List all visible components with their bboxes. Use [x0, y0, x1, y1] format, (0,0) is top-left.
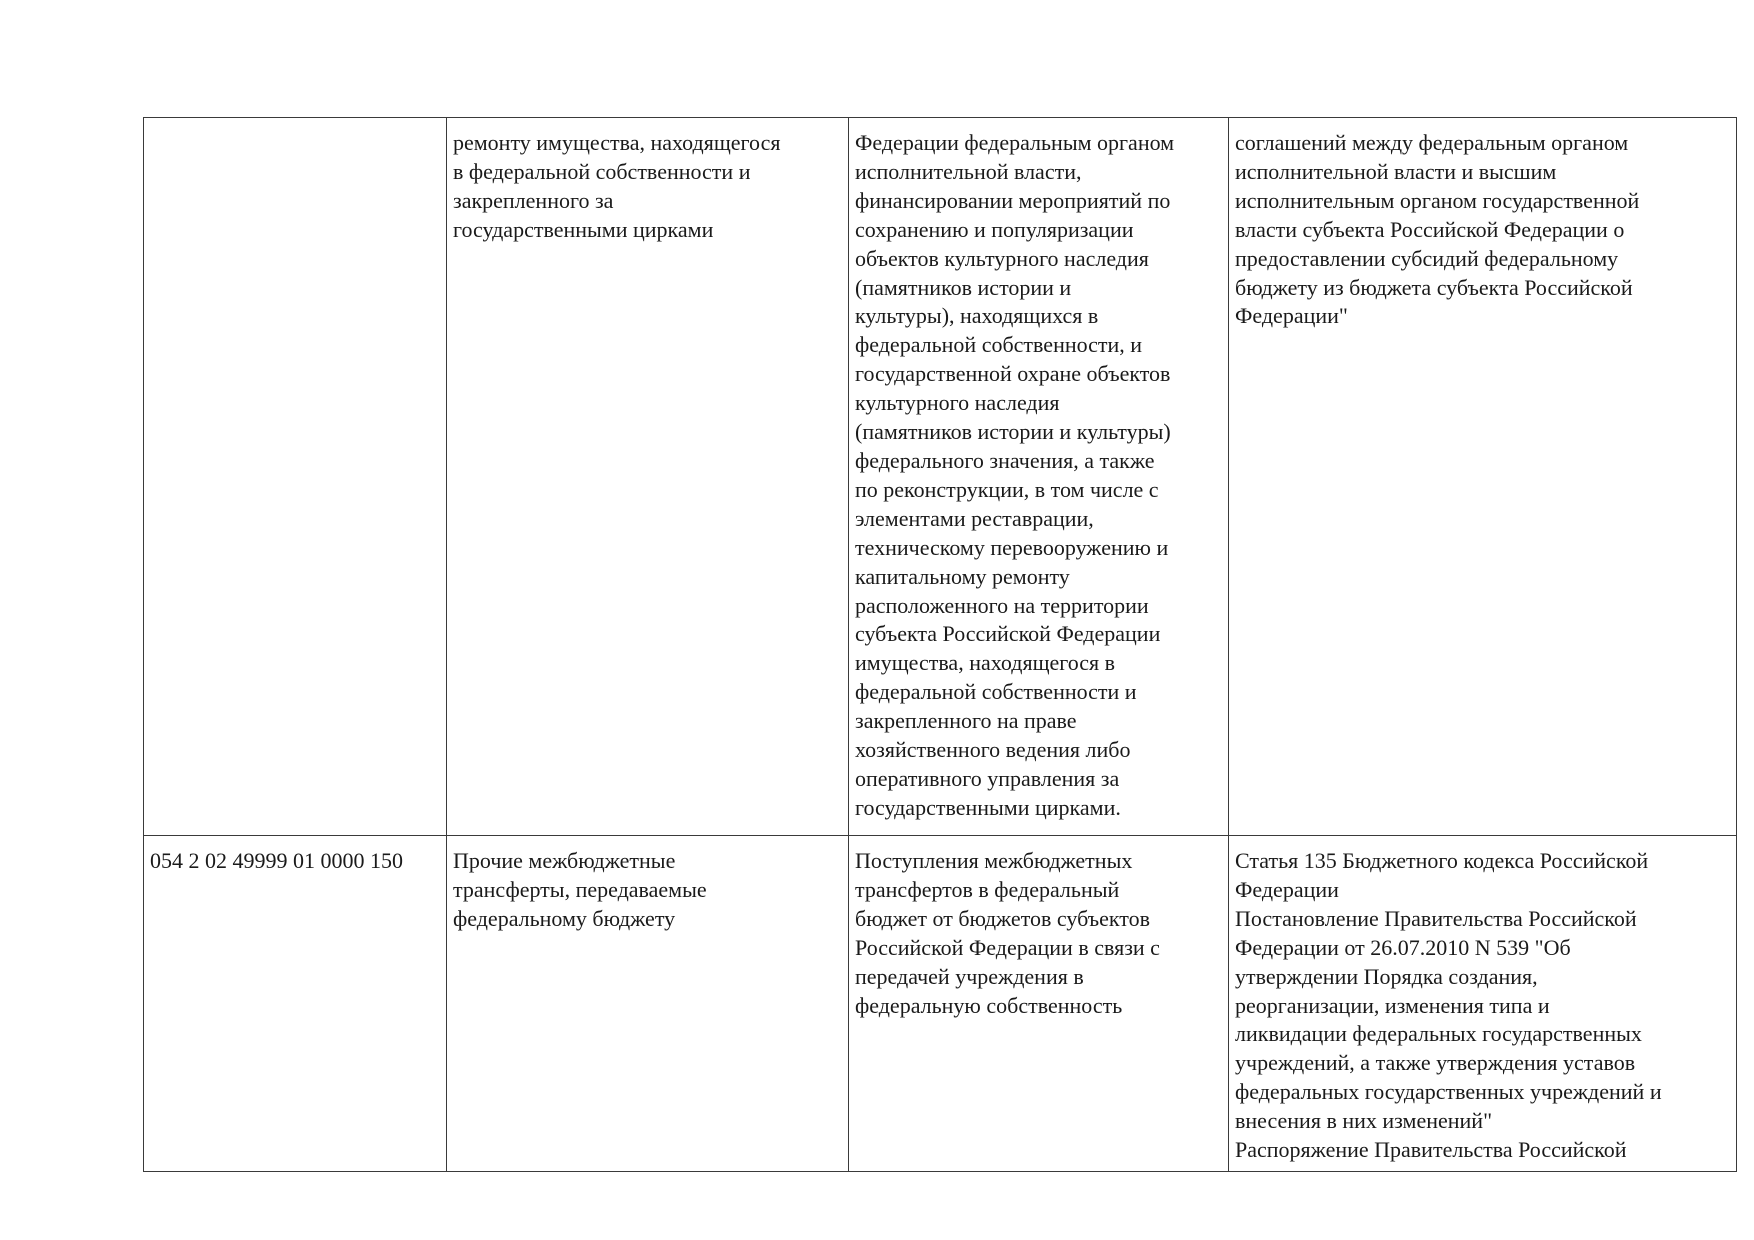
cell-code: 054 2 02 49999 01 0000 150 [144, 836, 447, 1172]
table-row [144, 118, 1737, 836]
revenue-codes-table [143, 117, 1737, 1172]
cell-legal-basis: Статья 135 Бюджетного кодекса Российской Федерации Постановление Правительства Российской Федерации от 26.07.2010 N 539 "Об утверждении Порядка создания, реорганизации, изменения типа и ликвидации федеральных государственных учреждений, а также утверждения уставов федеральных государственных учреждений и внесения в них изменений" Распоряжение Правительства Российской [1229, 836, 1737, 1172]
cell-description: Федерации федеральным органом исполнительной власти, финансировании мероприятий по сохранению и популяризации объектов культурного наследия (памятников истории и культуры), находящихся в федеральной собственности, и государственной охране объектов культурного наследия (памятников истории и культуры) федерального значения, а также по реконструкции, в том числе с элементами реставрации, техническому перевооружению и капитальному ремонту расположенного на территории субъекта Российской Федерации имущества, находящегося в федеральной собственности и закрепленного на праве хозяйственного ведения либо оперативного управления за государственными цирками. [849, 118, 1229, 836]
cell-legal-basis: соглашений между федеральным органом исполнительной власти и высшим исполнительным органом государственной власти субъекта Российской Федерации о предоставлении субсидий федеральному бюджету из бюджета субъекта Российской Федерации" [1229, 118, 1737, 836]
cell-name: ремонту имущества, находящегося в федеральной собственности и закрепленного за государственными цирками [447, 118, 849, 836]
cell-description: Поступления межбюджетных трансфертов в федеральный бюджет от бюджетов субъектов Российской Федерации в связи с передачей учреждения в федеральную собственность [849, 836, 1229, 1172]
table-row [144, 836, 1737, 1172]
cell-name: Прочие межбюджетные трансферты, передаваемые федеральному бюджету [447, 836, 849, 1172]
cell-code [144, 118, 447, 836]
